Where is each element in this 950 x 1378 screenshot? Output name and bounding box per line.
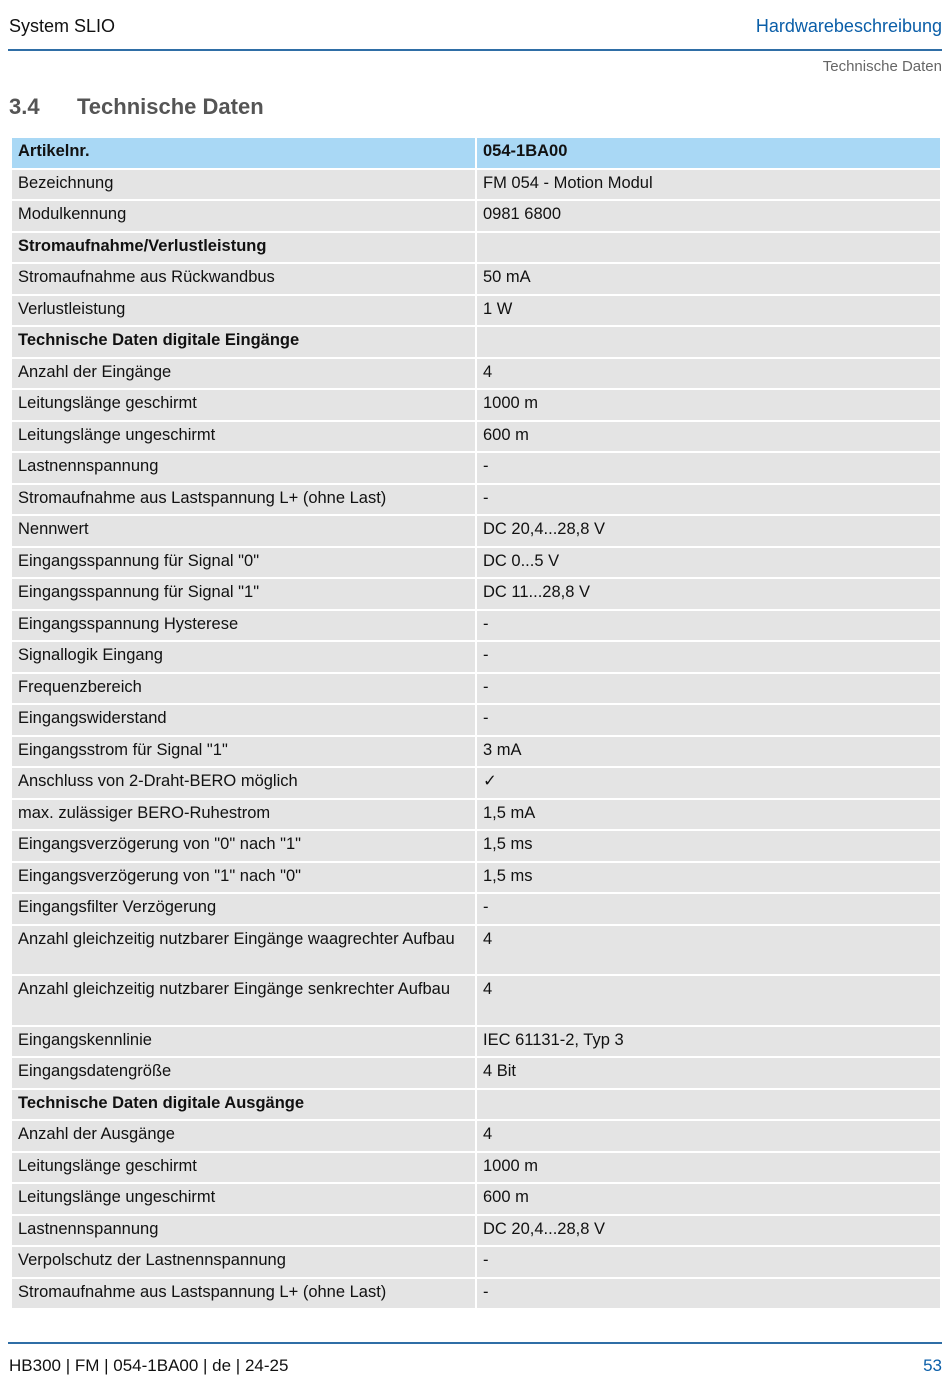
value-cell: 1,5 ms [477, 863, 940, 893]
parameter-cell: Bezeichnung [12, 170, 475, 200]
header-chapter-title: Hardwarebeschreibung [755, 16, 942, 36]
table-row [12, 611, 940, 641]
value-cell: - [477, 642, 940, 672]
value-cell: - [477, 705, 940, 735]
header-product-name: System SLIO [9, 16, 116, 36]
table-row [12, 422, 940, 452]
table-row [12, 579, 940, 609]
table-row [12, 201, 940, 231]
parameter-cell: Eingangsstrom für Signal "1" [12, 737, 475, 767]
header-divider [8, 49, 942, 51]
value-cell: DC 0...5 V [477, 548, 940, 578]
value-cell: 0981 6800 [477, 201, 940, 231]
value-cell: - [477, 611, 940, 641]
table-row [12, 863, 940, 893]
parameter-cell: Modulkennung [12, 201, 475, 231]
parameter-cell: Technische Daten digitale Eingänge [12, 327, 475, 357]
parameter-cell: Eingangsverzögerung von "0" nach "1" [12, 831, 475, 861]
table-row [12, 1247, 940, 1277]
table-row [12, 926, 940, 975]
value-cell: 1,5 ms [477, 831, 940, 861]
table-row [12, 359, 940, 389]
parameter-cell: Eingangsverzögerung von "1" nach "0" [12, 863, 475, 893]
table-row [12, 768, 940, 798]
table-row [12, 674, 940, 704]
table-row [12, 737, 940, 767]
value-cell: 4 [477, 976, 940, 1025]
section-number: 3.4 [9, 94, 40, 119]
table-row [12, 548, 940, 578]
parameter-cell: Leitungslänge geschirmt [12, 1153, 475, 1183]
parameter-cell: Verlustleistung [12, 296, 475, 326]
value-cell [477, 327, 940, 357]
value-cell: - [477, 674, 940, 704]
parameter-cell: Eingangswiderstand [12, 705, 475, 735]
value-cell: 600 m [477, 422, 940, 452]
parameter-cell: Eingangsfilter Verzögerung [12, 894, 475, 924]
value-cell: 4 [477, 1121, 940, 1151]
value-cell: DC 20,4...28,8 V [477, 1216, 940, 1246]
parameter-cell: Leitungslänge ungeschirmt [12, 422, 475, 452]
parameter-cell: Eingangsdatengröße [12, 1058, 475, 1088]
table-group-row [12, 233, 940, 263]
value-cell: - [477, 894, 940, 924]
value-cell: 4 [477, 926, 940, 975]
table-row [12, 485, 940, 515]
value-cell: - [477, 1247, 940, 1277]
value-cell: FM 054 - Motion Modul [477, 170, 940, 200]
value-cell: 1,5 mA [477, 800, 940, 830]
table-row [12, 1279, 940, 1309]
parameter-cell: Leitungslänge ungeschirmt [12, 1184, 475, 1214]
value-cell: 4 [477, 359, 940, 389]
parameter-cell: Stromaufnahme/Verlustleistung [12, 233, 475, 263]
parameter-cell: Anschluss von 2-Draht-BERO möglich [12, 768, 475, 798]
table-row [12, 296, 940, 326]
parameter-cell: Lastnennspannung [12, 453, 475, 483]
table-row [12, 705, 940, 735]
footer-document-id: HB300 | FM | 054-1BA00 | de | 24-25 [9, 1356, 289, 1375]
section-title: Technische Daten [77, 94, 264, 119]
header-cell-value: 054-1BA00 [477, 138, 940, 168]
section-heading [9, 94, 264, 120]
checkmark-value-cell: ✓ [477, 768, 940, 798]
parameter-cell: Nennwert [12, 516, 475, 546]
value-cell: 3 mA [477, 737, 940, 767]
parameter-cell: max. zulässiger BERO-Ruhestrom [12, 800, 475, 830]
table-row [12, 976, 940, 1025]
value-cell: 1000 m [477, 390, 940, 420]
technical-data-table [10, 136, 942, 1310]
value-cell: 600 m [477, 1184, 940, 1214]
parameter-cell: Eingangsspannung für Signal "1" [12, 579, 475, 609]
value-cell: IEC 61131-2, Typ 3 [477, 1027, 940, 1057]
table-row [12, 1216, 940, 1246]
parameter-cell: Eingangsspannung Hysterese [12, 611, 475, 641]
table-row [12, 1184, 940, 1214]
parameter-cell: Leitungslänge geschirmt [12, 390, 475, 420]
table-row [12, 1153, 940, 1183]
page-number: 53 [923, 1356, 942, 1375]
value-cell: - [477, 1279, 940, 1309]
parameter-cell: Eingangsspannung für Signal "0" [12, 548, 475, 578]
table-row [12, 894, 940, 924]
parameter-cell: Technische Daten digitale Ausgänge [12, 1090, 475, 1120]
table-row [12, 800, 940, 830]
parameter-cell: Anzahl gleichzeitig nutzbarer Eingänge waagrechter Aufbau [12, 926, 475, 975]
parameter-cell: Eingangskennlinie [12, 1027, 475, 1057]
table-row [12, 390, 940, 420]
value-cell [477, 1090, 940, 1120]
parameter-cell: Anzahl der Eingänge [12, 359, 475, 389]
table-row [12, 831, 940, 861]
header-section-label: Technische Daten [822, 58, 942, 75]
table-row [12, 516, 940, 546]
value-cell: 4 Bit [477, 1058, 940, 1088]
parameter-cell: Verpolschutz der Lastnennspannung [12, 1247, 475, 1277]
table-row [12, 264, 940, 294]
header-cell-label: Artikelnr. [12, 138, 475, 168]
table-group-row [12, 1090, 940, 1120]
table-row [12, 1121, 940, 1151]
table-row [12, 453, 940, 483]
value-cell [477, 233, 940, 263]
parameter-cell: Stromaufnahme aus Lastspannung L+ (ohne Last) [12, 485, 475, 515]
table-header-row [12, 138, 940, 168]
table-group-row [12, 327, 940, 357]
parameter-cell: Anzahl der Ausgänge [12, 1121, 475, 1151]
parameter-cell: Frequenzbereich [12, 674, 475, 704]
table-row [12, 1058, 940, 1088]
parameter-cell: Stromaufnahme aus Rückwandbus [12, 264, 475, 294]
value-cell: 1 W [477, 296, 940, 326]
parameter-cell: Anzahl gleichzeitig nutzbarer Eingänge senkrechter Aufbau [12, 976, 475, 1025]
parameter-cell: Signallogik Eingang [12, 642, 475, 672]
value-cell: 50 mA [477, 264, 940, 294]
value-cell: - [477, 453, 940, 483]
value-cell: 1000 m [477, 1153, 940, 1183]
table-row [12, 170, 940, 200]
footer-divider [8, 1342, 942, 1344]
parameter-cell: Stromaufnahme aus Lastspannung L+ (ohne Last) [12, 1279, 475, 1309]
value-cell: DC 20,4...28,8 V [477, 516, 940, 546]
parameter-cell: Lastnennspannung [12, 1216, 475, 1246]
table-row [12, 1027, 940, 1057]
value-cell: - [477, 485, 940, 515]
value-cell: DC 11...28,8 V [477, 579, 940, 609]
table-row [12, 642, 940, 672]
